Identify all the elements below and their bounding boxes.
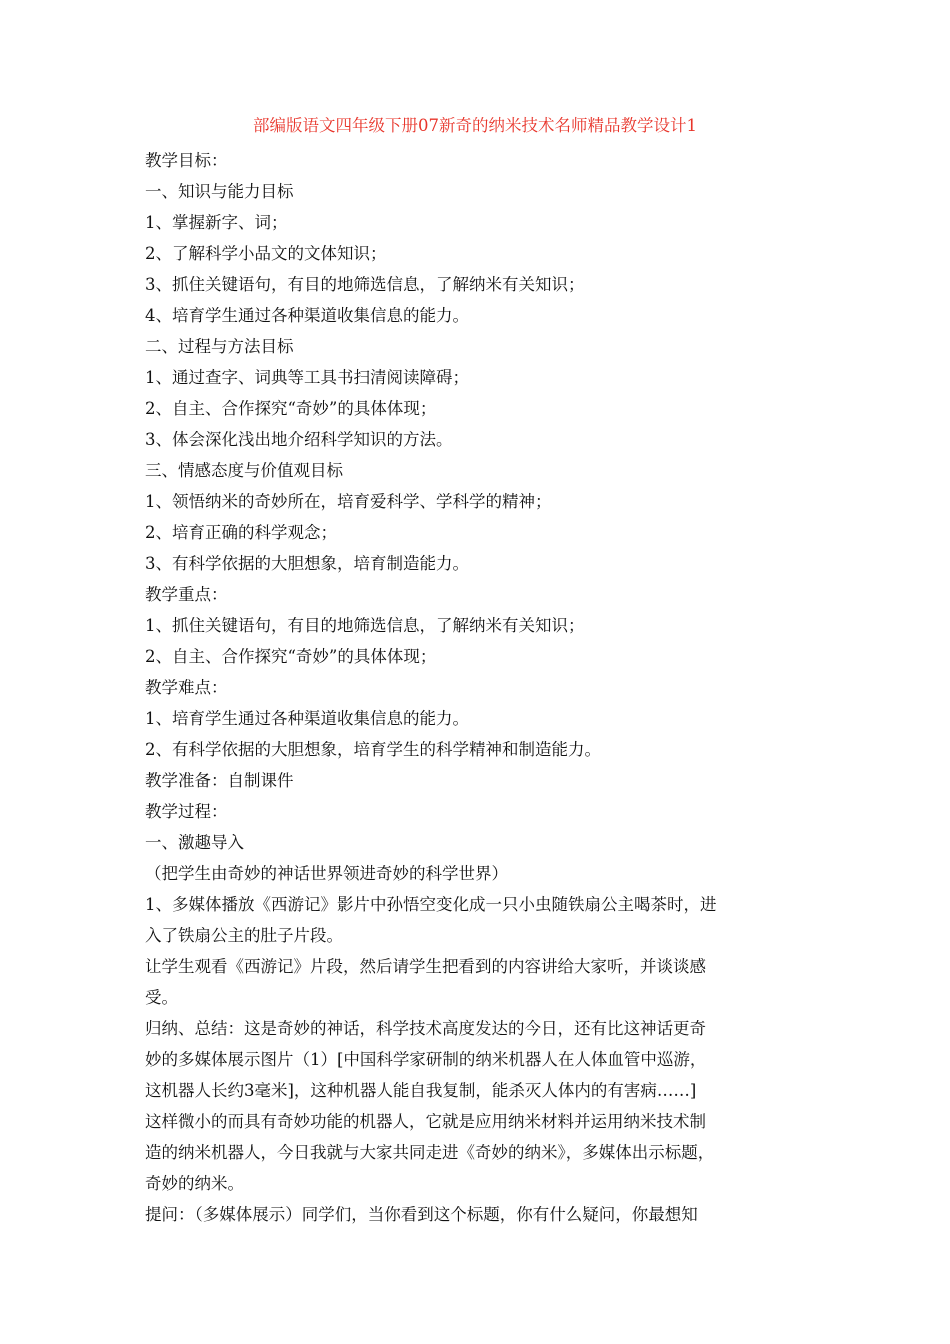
text-line: 3、抓住关键语句，有目的地筛选信息，了解纳米有关知识； xyxy=(145,275,585,294)
text-line: 提问：（多媒体展示）同学们，当你看到这个标题，你有什么疑问，你最想知 xyxy=(145,1205,698,1224)
document-body xyxy=(145,145,807,1230)
text-line: 一、知识与能力目标 xyxy=(145,182,294,201)
text-line: 教学重点： xyxy=(145,585,228,604)
text-line: 1、领悟纳米的奇妙所在，培育爱科学、学科学的精神； xyxy=(145,492,552,511)
text-line: 二、过程与方法目标 xyxy=(145,337,294,356)
text-line: 教学难点： xyxy=(145,678,228,697)
document-title: 部编版语文四年级下册07新奇的纳米技术名师精品教学设计1 xyxy=(253,116,697,135)
text-line: 奇妙的纳米。 xyxy=(145,1174,244,1193)
text-line: 4、培育学生通过各种渠道收集信息的能力。 xyxy=(145,306,469,325)
text-line: 2、有科学依据的大胆想象，培育学生的科学精神和制造能力。 xyxy=(145,740,601,759)
text-line: 1、掌握新字、词； xyxy=(145,213,288,232)
text-line: 归纳、总结：这是奇妙的神话，科学技术高度发达的今日，还有比这神话更奇 xyxy=(145,1019,706,1038)
text-line: 一、激趣导入 xyxy=(145,833,244,852)
text-line: （把学生由奇妙的神话世界领进奇妙的科学世界） xyxy=(145,864,508,883)
text-line: 三、情感态度与价值观目标 xyxy=(145,461,343,480)
text-line: 1、通过查字、词典等工具书扫清阅读障碍； xyxy=(145,368,469,387)
text-line: 2、自主、合作探究“奇妙”的具体体现； xyxy=(145,399,437,418)
text-line: 这机器人长约3毫米]，这种机器人能自我复制，能杀灭人体内的有害病……] xyxy=(145,1081,697,1100)
text-line: 1、培育学生通过各种渠道收集信息的能力。 xyxy=(145,709,469,728)
text-line: 1、多媒体播放《西游记》影片中孙悟空变化成一只小虫随铁扇公主喝茶时，进 xyxy=(145,895,717,914)
text-line: 教学过程： xyxy=(145,802,228,821)
text-line: 1、抓住关键语句，有目的地筛选信息，了解纳米有关知识； xyxy=(145,616,585,635)
text-line: 造的纳米机器人，今日我就与大家共同走进《奇妙的纳米》，多媒体出示标题， xyxy=(145,1143,715,1162)
text-line: 2、了解科学小品文的文体知识； xyxy=(145,244,387,263)
text-line: 教学准备：自制课件 xyxy=(145,771,294,790)
text-line: 让学生观看《西游记》片段，然后请学生把看到的内容讲给大家听，并谈谈感 xyxy=(145,957,706,976)
text-line: 3、有科学依据的大胆想象，培育制造能力。 xyxy=(145,554,469,573)
text-line: 2、培育正确的科学观念； xyxy=(145,523,337,542)
text-line: 这样微小的而具有奇妙功能的机器人，它就是应用纳米材料并运用纳米技术制 xyxy=(145,1112,706,1131)
text-line: 妙的多媒体展示图片（1）[中国科学家研制的纳米机器人在人体血管中巡游， xyxy=(145,1050,707,1069)
text-line: 教学目标： xyxy=(145,151,228,170)
text-line: 入了铁扇公主的肚子片段。 xyxy=(145,926,343,945)
text-line: 2、自主、合作探究“奇妙”的具体体现； xyxy=(145,647,437,666)
text-line: 受。 xyxy=(145,988,178,1007)
text-line: 3、体会深化浅出地介绍科学知识的方法。 xyxy=(145,430,453,449)
